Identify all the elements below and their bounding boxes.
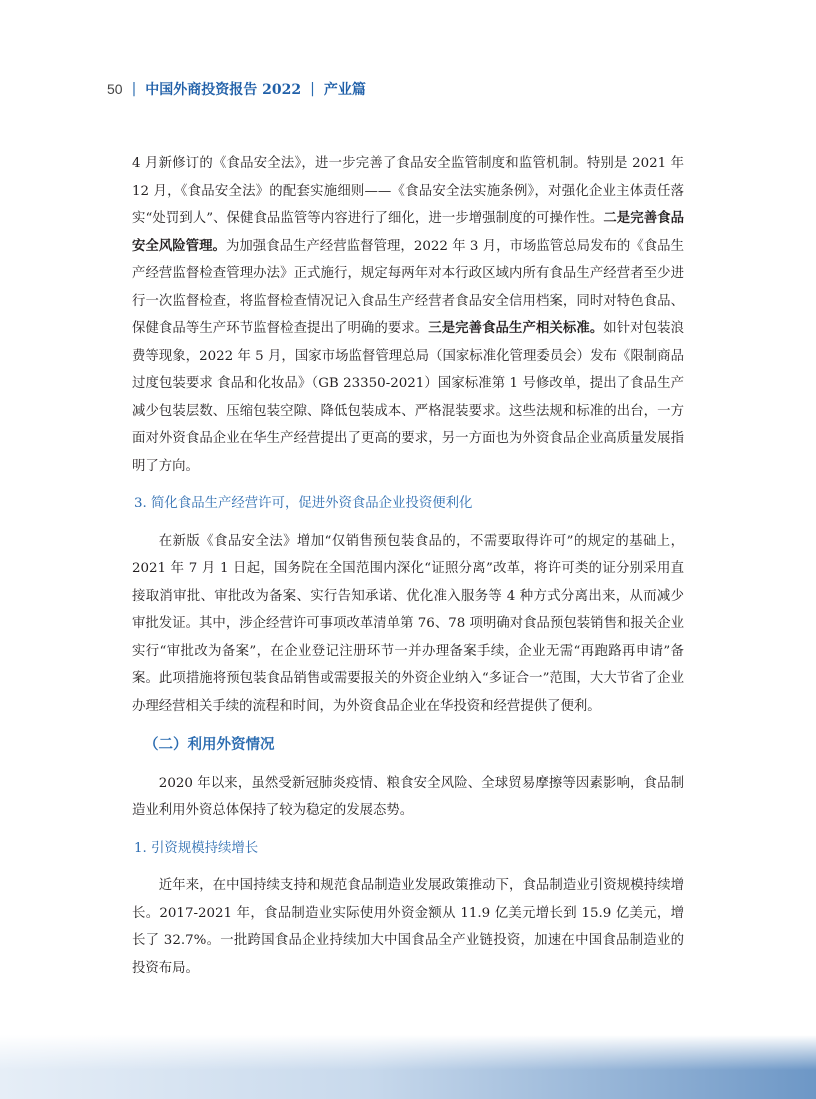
page-number: 50: [107, 81, 123, 97]
paragraph-license-reform: 在新版《食品安全法》增加“仅销售预包装食品的，不需要取得许可”的规定的基础上，2021 年 7 月 1 日起，国务院在全国范围内深化“证照分离”改革，将许可类的证分别采用直接取消审批、审批改为备案、实行告知承诺、优化准入服务等 4 种方式分离出来，从而减少审批发证。其中，涉企经营许可事项改革清单第 76、78 项明确对食品预包装销售和报关企业实行“审批改为备案”，在企业登记注册环节一并办理备案手续，企业无需“再跑路再申请”备案。此项措施将预包装食品销售或需要报关的外资企业纳入“多证合一”范围，大大节省了企业办理经营相关手续的流程和时间，为外资食品企业在华投资和经营提供了便利。: [132, 533, 684, 714]
paragraph-investment-overview: 2020 年以来，虽然受新冠肺炎疫情、粮食安全风险、全球贸易摩擦等因素影响，食品制造业利用外资总体保持了较为稳定的发展态势。: [132, 775, 684, 818]
p1-bold-risk-management: 二是完善食品安全风险管理。: [132, 210, 684, 254]
footer-decorative-band: [0, 1035, 816, 1099]
sub-heading-investment-growth: 1. 引资规模持续增长: [134, 840, 259, 856]
p1-segment-3: 为加强食品生产经营监督管理，2022 年 3 月，市场监管总局发布的《食品生产经营监督检查管理办法》正式施行，规定每两年对本行政区域内所有食品生产经营者至少进行一次监督检查，将监督检查情况记入食品生产经营者食品安全信用档案，同时对特色食品、保健食品等生产环节监督检查提出了明确的要求。: [132, 238, 684, 336]
paragraph-food-safety-law: [132, 150, 684, 480]
paragraph-investment-growth: 近年来，在中国持续支持和规范食品制造业发展政策推动下，食品制造业引资规模持续增长。2017-2021 年，食品制造业实际使用外资金额从 11.9 亿美元增长到 15.9 亿美元，增长了 32.7%。一批跨国食品企业持续加大中国食品全产业链投资，加速在中国食品制造业的投资布局。: [132, 878, 684, 976]
p1-segment-1: 4 月新修订的《食品安全法》，进一步完善了食品安全监管制度和监管机制。特别是 2021 年 12 月，《食品安全法》的配套实施细则——《食品安全法实施条例》，对强化企业主体责任落实“处罚到人”、保健食品监管等内容进行了细化，进一步增强制度的可操作性。: [132, 156, 684, 226]
report-title: 中国外商投资报告 2022: [145, 82, 302, 98]
p1-bold-standards: 三是完善食品生产相关标准。: [428, 320, 604, 336]
header-separator: |: [131, 81, 137, 97]
p1-segment-5: 如针对包装浪费等现象，2022 年 5 月，国家市场监督管理总局（国家标准化管理委员会）发布《限制商品过度包装要求 食品和化妆品》（GB 23350-2021）国家标准第 1 号修改单，提出了食品生产减少包装层数、压缩包装空隙、降低包装成本、严格混装要求。这些法规和标准的出台，一方面对外资食品企业在华生产经营提出了更高的要求，另一方面也为外资食品企业高质量发展指明了方向。: [132, 321, 685, 474]
header-separator-2: |: [310, 81, 315, 97]
body-content: [132, 150, 684, 982]
section-heading-foreign-investment: （二）利用外资情况: [144, 736, 275, 753]
section-title: 产业篇: [323, 82, 366, 98]
page-header: [107, 78, 366, 100]
sub-heading-simplify-license: 3. 简化食品生产经营许可，促进外资食品企业投资便利化: [134, 496, 473, 511]
